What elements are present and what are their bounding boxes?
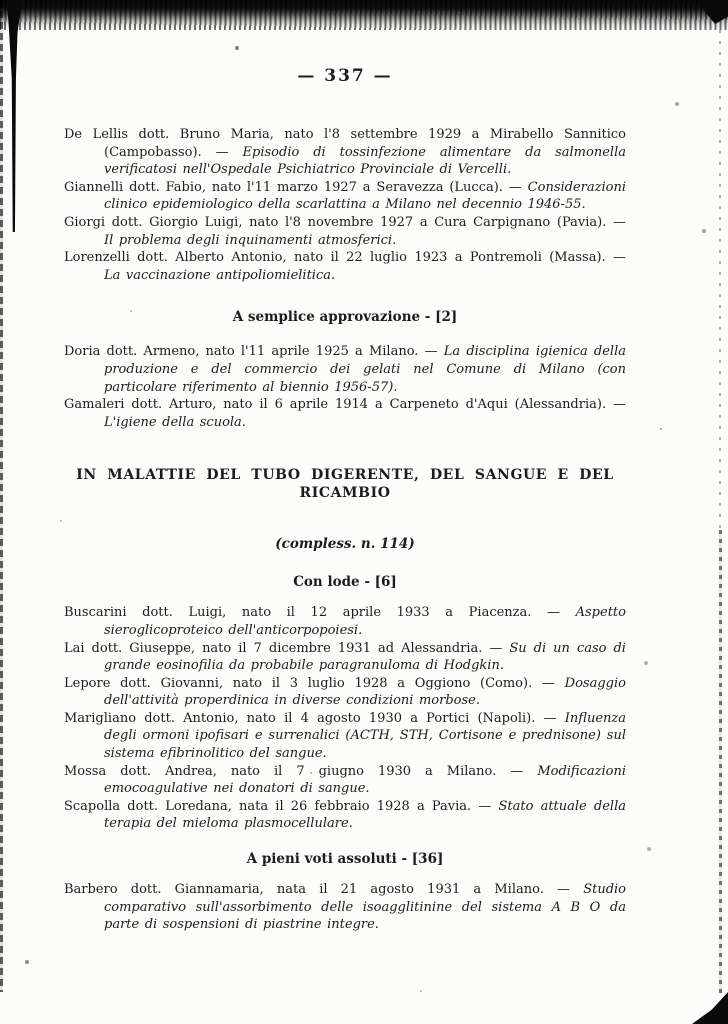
entry-name: Scapolla dott. Loredana, nata il 26 febbraio 1928 a Pavia. — bbox=[64, 798, 492, 814]
entries-con-lode bbox=[64, 604, 626, 833]
scan-left-edge-line bbox=[0, 0, 3, 992]
entry-name: Barbero dott. Giannamaria, nata il 21 agosto 1931 a Milano. — bbox=[64, 882, 571, 898]
scan-right-edge-line bbox=[719, 30, 721, 530]
entry-buscarini bbox=[64, 604, 626, 639]
heading-pieni-voti: A pieni voti assoluti - [36] bbox=[246, 851, 444, 868]
entry-thesis-title: L'igiene della scuola. bbox=[104, 414, 246, 430]
entry-name: Giorgi dott. Giorgio Luigi, nato l'8 novembre 1927 a Cura Carpignano (Pavia). — bbox=[64, 214, 626, 230]
entry-barbero bbox=[64, 881, 626, 934]
heading-malattie-section: IN MALATTIE DEL TUBO DIGERENTE, DEL SANGUE E DEL RICAMBIO bbox=[76, 467, 614, 502]
scan-noise-specks bbox=[0, 0, 2, 2]
entry-gamaleri bbox=[64, 396, 626, 431]
entry-doria bbox=[64, 343, 626, 396]
heading-semplice-approvazione: A semplice approvazione - [2] bbox=[232, 309, 458, 326]
entry-mossa bbox=[64, 763, 626, 798]
scan-bottom-right-mark bbox=[692, 992, 728, 1024]
entry-thesis-title: Stato attuale della terapia del mieloma plasmocellulare. bbox=[104, 798, 626, 832]
entry-thesis-title: Aspetto sieroglicoproteico dell'anticorpopoiesi. bbox=[104, 605, 626, 638]
entry-name: Marigliano dott. Antonio, nato il 4 agosto 1930 a Portici (Napoli). — bbox=[64, 710, 557, 726]
entry-name: Lai dott. Giuseppe, nato il 7 dicembre 1931 ad Alessandria. — bbox=[64, 640, 503, 656]
entry-de-lellis bbox=[64, 126, 626, 179]
entry-lorenzelli bbox=[64, 249, 626, 284]
entry-name: Lepore dott. Giovanni, nato il 3 luglio 1928 a Oggiono (Como). — bbox=[64, 675, 555, 691]
entry-giorgi bbox=[64, 214, 626, 249]
entry-name: Buscarini dott. Luigi, nato il 12 aprile 1933 a Piacenza. — bbox=[64, 605, 561, 621]
entry-name: Lorenzelli dott. Alberto Antonio, nato il 22 luglio 1923 a Pontremoli (Massa). — bbox=[64, 250, 626, 266]
entries-top-section bbox=[64, 126, 626, 284]
scan-top-edge-mark bbox=[0, 0, 728, 30]
entry-thesis-title: Su di un caso di grande eosinofilia da probabile paragranuloma di Hodgkin. bbox=[104, 640, 626, 674]
entry-scapolla bbox=[64, 798, 626, 833]
page-content bbox=[64, 66, 626, 934]
entry-thesis-title: Influenza degli ormoni ipofisari e surrenalici (ACTH, STH, Cortisone e prednisone) sul sistema efibrinolitico del sangue. bbox=[104, 710, 626, 762]
entries-semplice-approvazione bbox=[64, 343, 626, 431]
heading-con-lode: Con lode - [6] bbox=[293, 574, 397, 591]
page-number: — 337 — bbox=[297, 66, 393, 86]
entry-lai bbox=[64, 640, 626, 675]
entry-thesis-title: Studio comparativo sull'assorbimento delle isoagglitinine del sistema A B O da parte di sospensioni di piastrine integre. bbox=[104, 882, 626, 933]
entry-thesis-title: Modificazioni emocoagulative nei donatori di sangue. bbox=[104, 763, 626, 797]
entry-thesis-title: Episodio di tossinfezione alimentare da salmonella verificatosi nell'Ospedale Psichiatrico Provinciale di Vercelli. bbox=[104, 144, 626, 178]
entry-name: Doria dott. Armeno, nato l'11 aprile 1925 a Milano. — bbox=[64, 344, 438, 360]
entry-thesis-title: Considerazioni clinico epidemiologico della scarlattina a Milano nel decennio 1946-55. bbox=[104, 179, 626, 213]
entry-thesis-title: Dosaggio dell'attività properdinica in diverse condizioni morbose. bbox=[104, 675, 626, 709]
entry-lepore bbox=[64, 675, 626, 710]
entry-thesis-title: Il problema degli inquinamenti atmosferici. bbox=[104, 232, 397, 248]
entry-name: De Lellis dott. Bruno Maria, nato l'8 settembre 1929 a Mirabello Sannitico (Campobasso). — bbox=[64, 127, 626, 160]
scan-right-edge-line-lower bbox=[719, 530, 722, 994]
heading-compless-count: (compless. n. 114) bbox=[275, 536, 415, 553]
entry-name: Mossa dott. Andrea, nato il 7 giugno 1930 a Milano. — bbox=[64, 763, 524, 779]
entry-marigliano bbox=[64, 710, 626, 763]
scan-left-edge-blob bbox=[6, 0, 22, 232]
entry-thesis-title: La disciplina igienica della produzione e del commercio dei gelati nel Comune di Milano (con particolare riferimento al biennio 1956-57). bbox=[104, 344, 626, 395]
entries-pieni-voti bbox=[64, 881, 626, 934]
entry-name: Giannelli dott. Fabio, nato l'11 marzo 1927 a Seravezza (Lucca). — bbox=[64, 179, 522, 195]
entry-name: Gamaleri dott. Arturo, nato il 6 aprile 1914 a Carpeneto d'Aqui (Alessandria). — bbox=[64, 397, 626, 413]
entry-thesis-title: La vaccinazione antipoliomielitica. bbox=[104, 267, 336, 283]
entry-giannelli bbox=[64, 179, 626, 214]
